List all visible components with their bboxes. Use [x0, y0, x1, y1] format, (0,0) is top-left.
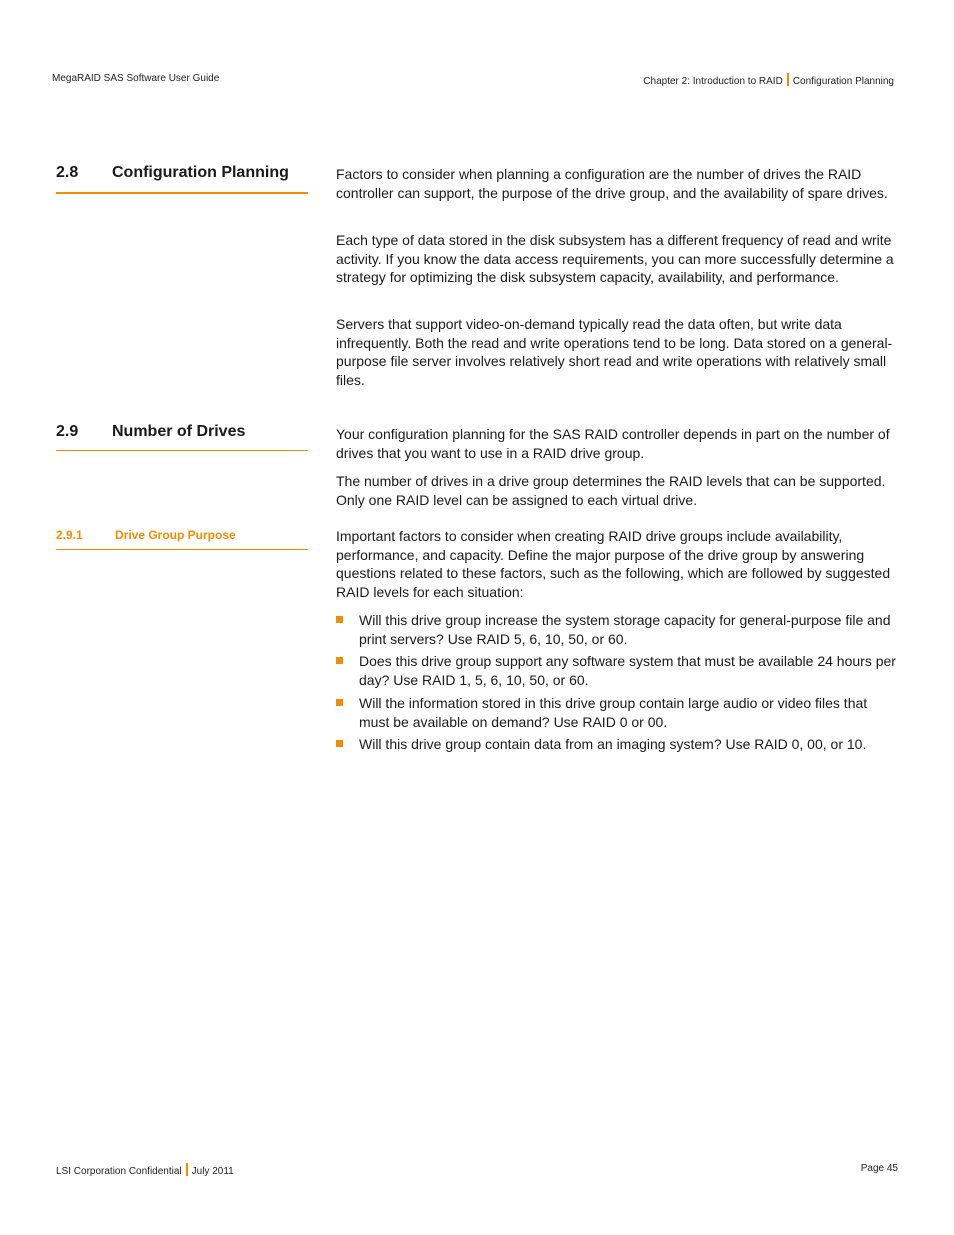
paragraph: The number of drives in a drive group determines the RAID levels that can be supported. Only one RAID level can be assigned to each virtual drive. — [336, 473, 886, 508]
section-number: 2.9 — [56, 423, 79, 440]
footer-confidential: LSI Corporation Confidential — [56, 1166, 182, 1177]
square-bullet-icon — [336, 699, 343, 706]
list-item-text: Will this drive group contain data from an imaging system? Use RAID 0, 00, or 10. — [359, 736, 867, 753]
square-bullet-icon — [336, 657, 343, 664]
list-item — [336, 694, 898, 731]
footer-left — [56, 1163, 234, 1177]
bullet-list — [336, 611, 898, 758]
list-item-text: Does this drive group support any software system that must be available 24 hours per day? Use RAID 1, 5, 6, 10, 50, or 60. — [359, 653, 896, 689]
paragraph: Important factors to consider when creating RAID drive groups include availability, performance, and capacity. Define the major purpose of the drive group by answering questions related to these factors, such as the following, which are followed by suggested RAID levels for each situation: — [336, 528, 891, 601]
section-title: Configuration Planning — [112, 164, 289, 181]
square-bullet-icon — [336, 740, 343, 747]
footer-separator — [186, 1163, 188, 1176]
list-item-text: Will the information stored in this drive group contain large audio or video files that must be available on demand? Use RAID 0 or 00. — [359, 694, 868, 730]
paragraph: Your configuration planning for the SAS RAID controller depends in part on the number of drives that you want to use in a RAID drive group. — [336, 426, 890, 461]
list-item — [336, 735, 898, 754]
subsection-title: Drive Group Purpose — [115, 528, 236, 542]
footer-date: July 2011 — [191, 1166, 234, 1177]
paragraph: Servers that support video-on-demand typically read the data often, but write data infrequently. Both the read and write operations tend to be long. Data stored on a general-purpose file server involves relatively short read and write operations with relatively small files. — [336, 316, 893, 389]
running-header-title: MegaRAID SAS Software User Guide — [52, 73, 220, 84]
subsection-number: 2.9.1 — [56, 528, 83, 542]
square-bullet-icon — [336, 616, 343, 623]
list-item — [336, 652, 898, 689]
paragraph: Factors to consider when planning a configuration are the number of drives the RAID controller can support, the purpose of the drive group, and the availability of spare drives. — [336, 166, 888, 201]
paragraph: Each type of data stored in the disk subsystem has a different frequency of read and write activity. If you know the data access requirements, you can more successfully determine a strategy for optimizing the disk subsystem capacity, availability, and performance. — [336, 232, 894, 286]
running-header-chapter — [643, 73, 894, 87]
list-item-text: Will this drive group increase the system storage capacity for general-purpose file and print servers? Use RAID 5, 6, 10, 50, or 60. — [359, 612, 891, 647]
list-item — [336, 611, 898, 648]
subsection-heading-2-9-1 — [56, 528, 308, 550]
section-number: 2.8 — [56, 164, 79, 181]
header-section-text: Configuration Planning — [792, 76, 894, 87]
section-heading-2-8 — [56, 164, 308, 194]
header-chapter-text: Chapter 2: Introduction to RAID — [643, 76, 783, 87]
section-heading-2-9 — [56, 423, 308, 451]
page-number: Page 45 — [860, 1163, 898, 1174]
section-title: Number of Drives — [112, 423, 246, 440]
header-separator — [787, 73, 789, 86]
